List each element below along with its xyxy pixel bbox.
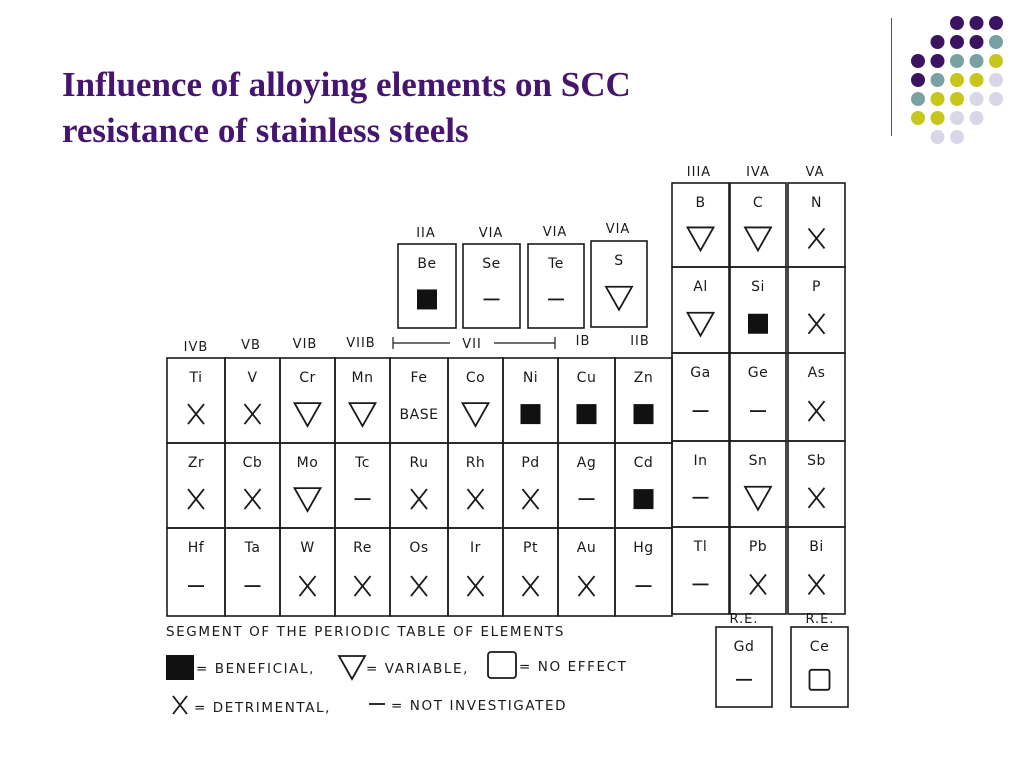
element-cell-re (335, 528, 390, 616)
element-symbol: Ti (189, 370, 203, 386)
group-label-viib: VIIB (346, 336, 376, 351)
detrimental-x-icon (411, 576, 427, 596)
element-cell-cu (558, 358, 615, 443)
element-symbol: Si (751, 279, 765, 295)
legend-beneficial-item (166, 655, 315, 680)
element-symbol: Be (417, 256, 437, 272)
detrimental-x-icon (468, 576, 484, 596)
element-cell-tl (672, 527, 729, 614)
element-symbol: B (695, 195, 706, 211)
element-cell-pt (503, 528, 558, 616)
beneficial-square-icon (521, 404, 541, 424)
element-symbol: In (693, 453, 708, 469)
group-label-iva: IVA (746, 165, 770, 180)
element-symbol: Cu (576, 370, 597, 386)
element-symbol: V (247, 370, 258, 386)
element-symbol: Sb (807, 453, 826, 469)
group-label-vb: VB (241, 338, 261, 353)
element-symbol: Te (548, 256, 564, 272)
element-cell-c (730, 183, 786, 267)
legend-detrimental-item (173, 696, 331, 716)
group-label-va: VA (805, 165, 825, 180)
element-cell-ag (558, 443, 615, 528)
element-symbol: Cb (242, 455, 263, 471)
element-cell-ir (448, 528, 503, 616)
element-cell-co (448, 358, 503, 443)
legend-variable-item (339, 656, 469, 679)
legend-detrimental-x-icon (173, 696, 187, 714)
element-symbol: Zn (633, 370, 654, 386)
element-symbol: Pb (748, 539, 768, 555)
variable-triangle-icon (463, 403, 489, 426)
element-cell-se (463, 244, 520, 328)
element-cell-ru (390, 443, 448, 528)
element-cell-zr (167, 443, 225, 528)
variable-triangle-icon (688, 313, 714, 336)
element-symbol: Hf (187, 540, 205, 556)
element-cell-rh (448, 443, 503, 528)
element-cell-s (591, 241, 647, 327)
element-cell-cd (615, 443, 672, 528)
group-label-viii: VII (462, 337, 482, 352)
detrimental-x-icon (468, 489, 484, 509)
element-cell-as (788, 353, 845, 441)
element-cell-be (398, 244, 456, 328)
element-symbol: P (812, 279, 821, 295)
element-symbol: Zr (187, 455, 205, 471)
element-symbol: Os (409, 540, 429, 556)
element-symbol: Ta (244, 540, 261, 556)
element-cell-ce (791, 627, 848, 707)
element-cell-p (788, 267, 845, 353)
element-symbol: Ru (409, 455, 429, 471)
element-cell-v (225, 358, 280, 443)
element-cell-fe (390, 358, 448, 443)
element-symbol: Co (465, 370, 486, 386)
variable-triangle-icon (745, 487, 771, 510)
detrimental-x-icon (245, 489, 261, 509)
element-symbol: N (811, 195, 822, 211)
element-symbol: Au (576, 540, 597, 556)
legend-variable-triangle-icon (339, 656, 365, 679)
group-label-via-s: VIA (605, 222, 631, 237)
legend-not-investigated-label: = NOT INVESTIGATED (391, 698, 568, 714)
element-cell-au (558, 528, 615, 616)
group-label-iia: IIA (416, 226, 436, 241)
element-symbol: Gd (733, 639, 755, 655)
detrimental-x-icon (523, 489, 539, 509)
element-cell-mn (335, 358, 390, 443)
element-cell-al (672, 267, 729, 353)
element-cell-bi (788, 527, 845, 614)
element-symbol: Cr (299, 370, 316, 386)
legend-not-investigated-item (369, 698, 567, 714)
variable-triangle-icon (295, 488, 321, 511)
element-cell-cb (225, 443, 280, 528)
element-cell-sb (788, 441, 845, 527)
variable-triangle-icon (295, 403, 321, 426)
element-symbol: Rh (465, 455, 486, 471)
element-cell-cr (280, 358, 335, 443)
title-line-1: Influence of alloying elements on SCC (62, 65, 631, 104)
element-cell-os (390, 528, 448, 616)
element-symbol: Bi (809, 539, 824, 555)
element-cell-hf (167, 528, 225, 616)
element-cell-n (788, 183, 845, 267)
no-effect-square-icon (810, 670, 830, 690)
element-symbol: Se (482, 256, 501, 272)
element-cell-ti (167, 358, 225, 443)
beneficial-square-icon (577, 404, 597, 424)
element-cell-si (730, 267, 786, 353)
element-symbol: Tc (355, 455, 370, 471)
element-symbol: Ga (690, 365, 711, 381)
element-cell-ge (730, 353, 786, 441)
element-cell-ta (225, 528, 280, 616)
element-symbol: Ag (576, 455, 597, 471)
group-label-iiia: IIIA (686, 165, 712, 180)
group-label-iib: IIB (630, 334, 650, 349)
element-symbol: As (807, 365, 826, 381)
base-label: BASE (399, 407, 439, 424)
detrimental-x-icon (809, 401, 825, 421)
element-cell-tc (335, 443, 390, 528)
group-label-re-ce: R.E. (805, 612, 835, 627)
group-label-ib: IB (575, 334, 591, 349)
element-symbol: Sn (748, 453, 768, 469)
element-symbol: S (614, 253, 624, 269)
element-symbol: Fe (410, 370, 428, 386)
beneficial-square-icon (634, 489, 654, 509)
group-label-vib: VIB (292, 337, 318, 352)
detrimental-x-icon (355, 576, 371, 596)
detrimental-x-icon (809, 228, 825, 248)
legend-no-effect-label: = NO EFFECT (519, 659, 628, 675)
detrimental-x-icon (809, 574, 825, 594)
detrimental-x-icon (809, 488, 825, 508)
title-line-2: resistance of stainless steels (62, 111, 469, 150)
legend-no-effect-square-icon (488, 652, 516, 678)
element-symbol: Mn (351, 370, 374, 386)
element-cell-zn (615, 358, 672, 443)
legend-variable-label: = VARIABLE, (366, 661, 470, 677)
detrimental-x-icon (579, 576, 595, 596)
detrimental-x-icon (188, 489, 204, 509)
group-label-ivb: IVB (183, 340, 209, 355)
element-symbol: Hg (633, 540, 654, 556)
element-symbol: Tl (693, 539, 708, 555)
element-cell-pb (730, 527, 786, 614)
detrimental-x-icon (411, 489, 427, 509)
element-symbol: Mo (296, 455, 319, 471)
variable-triangle-icon (606, 287, 632, 310)
legend-no-effect-item (488, 652, 627, 678)
detrimental-x-icon (809, 314, 825, 334)
legend-beneficial-label: = BENEFICIAL, (196, 661, 316, 677)
element-symbol: Ni (522, 370, 539, 386)
element-cell-pd (503, 443, 558, 528)
group-label-via-te: VIA (542, 225, 568, 240)
element-symbol: W (300, 540, 315, 556)
legend-beneficial-swatch (166, 655, 194, 680)
variable-triangle-icon (350, 403, 376, 426)
legend-caption: SEGMENT OF THE PERIODIC TABLE OF ELEMENTS (166, 624, 566, 640)
element-cell-gd (716, 627, 772, 707)
variable-triangle-icon (745, 227, 771, 250)
detrimental-x-icon (188, 404, 204, 424)
element-symbol: Ge (747, 365, 769, 381)
element-symbol: Re (353, 540, 372, 556)
element-cell-mo (280, 443, 335, 528)
variable-triangle-icon (688, 227, 714, 250)
beneficial-square-icon (417, 289, 437, 309)
element-symbol: Ce (809, 639, 830, 655)
legend-detrimental-label: = DETRIMENTAL, (194, 700, 332, 716)
beneficial-square-icon (748, 314, 768, 334)
element-symbol: Al (693, 279, 708, 295)
element-symbol: C (752, 195, 764, 211)
element-symbol: Ir (470, 540, 481, 556)
element-cell-ni (503, 358, 558, 443)
element-symbol: Pt (523, 540, 538, 556)
element-cell-te (528, 244, 584, 328)
element-cell-ga (672, 353, 729, 441)
element-symbol: Cd (633, 455, 654, 471)
group-label-re-gd: R.E. (729, 612, 759, 627)
element-cell-b (672, 183, 729, 267)
beneficial-square-icon (634, 404, 654, 424)
element-cell-in (672, 441, 729, 527)
element-cell-sn (730, 441, 786, 527)
detrimental-x-icon (523, 576, 539, 596)
detrimental-x-icon (750, 574, 766, 594)
element-cell-w (280, 528, 335, 616)
detrimental-x-icon (245, 404, 261, 424)
group-label-via-se: VIA (478, 226, 504, 241)
element-symbol: Pd (521, 455, 540, 471)
element-cell-hg (615, 528, 672, 616)
detrimental-x-icon (300, 576, 316, 596)
